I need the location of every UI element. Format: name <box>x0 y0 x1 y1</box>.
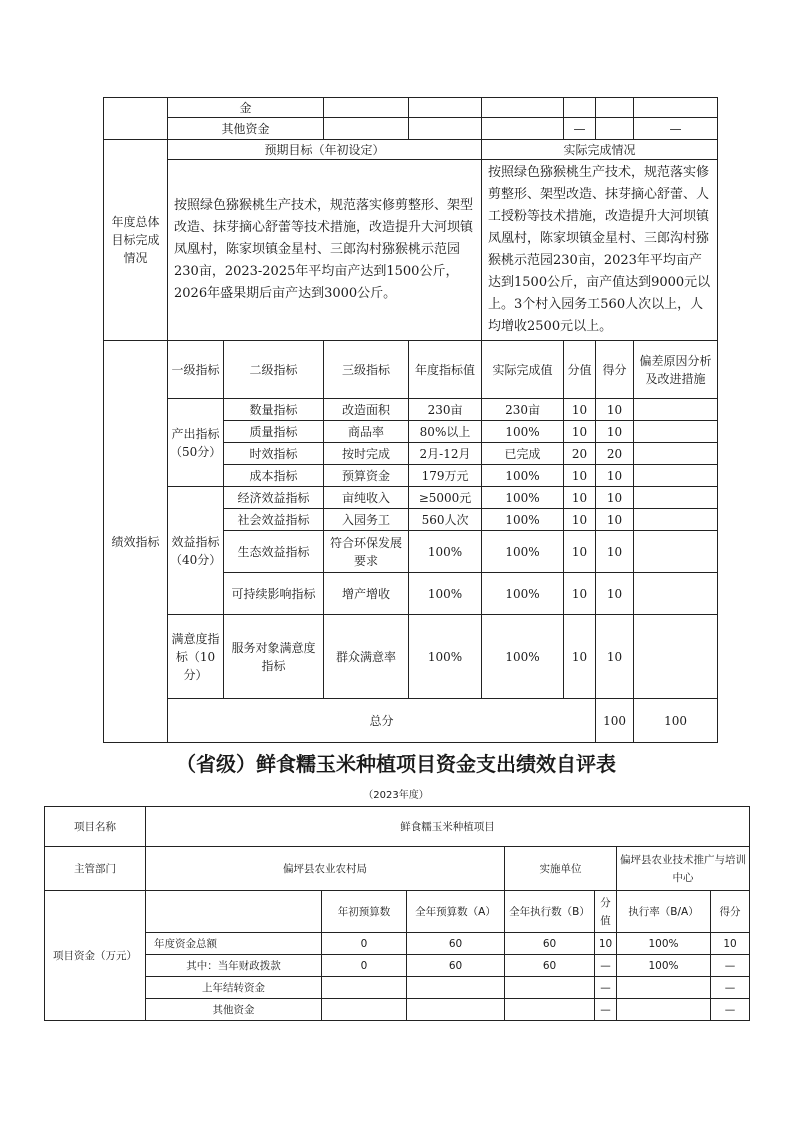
score: 10 <box>564 531 596 573</box>
cell <box>324 118 409 140</box>
l2: 生态效益指标 <box>224 531 324 573</box>
l3: 商品率 <box>324 421 409 443</box>
l3: 改造面积 <box>324 399 409 421</box>
perf-row <box>104 615 718 699</box>
score: — <box>595 977 617 999</box>
perf-header: 偏差原因分析及改进措施 <box>634 341 718 399</box>
score: 10 <box>564 487 596 509</box>
funds-header-blank <box>146 891 322 933</box>
l2: 社会效益指标 <box>224 509 324 531</box>
target: 80%以上 <box>409 421 482 443</box>
score: 10 <box>564 573 596 615</box>
perf-row <box>104 399 718 421</box>
funds-header: 执行率（B/A） <box>617 891 711 933</box>
cell <box>482 98 564 118</box>
got: 10 <box>596 615 634 699</box>
perf-group-label: 效益指标（40分） <box>168 487 224 615</box>
perf-header: 得分 <box>596 341 634 399</box>
section-year: （2023年度） <box>363 790 429 801</box>
rate: 100% <box>617 955 711 977</box>
init <box>322 999 407 1021</box>
target: 100% <box>409 573 482 615</box>
funds-row-label: 其他资金 <box>146 999 322 1021</box>
note <box>634 531 718 573</box>
l2: 可持续影响指标 <box>224 573 324 615</box>
total-row <box>104 699 718 743</box>
got: 10 <box>596 531 634 573</box>
l3: 按时完成 <box>324 443 409 465</box>
dept-row <box>45 847 750 891</box>
funds-row <box>45 933 750 955</box>
funds-row-label: 年度资金总额 <box>146 933 322 955</box>
score: — <box>595 955 617 977</box>
perf-header: 实际完成值 <box>482 341 564 399</box>
got: — <box>711 955 750 977</box>
note <box>634 487 718 509</box>
got: 10 <box>596 509 634 531</box>
perf-header: 二级指标 <box>224 341 324 399</box>
project-name-row <box>45 807 750 847</box>
l3: 增产增收 <box>324 573 409 615</box>
note <box>634 399 718 421</box>
note <box>634 509 718 531</box>
target: 179万元 <box>409 465 482 487</box>
total-score: 100 <box>596 699 634 743</box>
impl-value: 偏坪县农业技术推广与培训中心 <box>617 847 750 891</box>
target: 100% <box>409 615 482 699</box>
dept-value: 偏坪县农业农村局 <box>146 847 505 891</box>
got: 10 <box>711 933 750 955</box>
dept-label: 主管部门 <box>45 847 146 891</box>
funds-header: 年初预算数 <box>322 891 407 933</box>
exec <box>505 999 595 1021</box>
funds-header: 全年预算数（A） <box>407 891 505 933</box>
total-label: 总分 <box>168 699 596 743</box>
perf-header: 分值 <box>564 341 596 399</box>
actual: 100% <box>482 509 564 531</box>
l3: 入园务工 <box>324 509 409 531</box>
rate: 100% <box>617 933 711 955</box>
cell <box>634 98 718 118</box>
budget: 60 <box>407 933 505 955</box>
funds-row <box>45 955 750 977</box>
exec: 60 <box>505 933 595 955</box>
actual: 100% <box>482 615 564 699</box>
target: ≥5000元 <box>409 487 482 509</box>
score: 10 <box>564 509 596 531</box>
actual-result-text: 按照绿色猕猴桃生产技术，规范落实修剪整形、架型改造、抹芽摘心舒蕾、人工授粉等技术措施，改造提升大河坝镇凤凰村，陈家坝镇金星村、三郎沟村猕猴桃示范园230亩，2023年平均亩产达到1500公斤，亩产值达到9000元以上。3个村入园务工560人次以上，人均增收2500元以上。 <box>482 160 718 341</box>
score: 10 <box>564 465 596 487</box>
actual: 100% <box>482 465 564 487</box>
budget: 60 <box>407 955 505 977</box>
got: 20 <box>596 443 634 465</box>
goal-text-row <box>104 160 718 341</box>
l3: 亩纯收入 <box>324 487 409 509</box>
score: 10 <box>564 399 596 421</box>
funds-label: 项目资金（万元） <box>45 891 146 1021</box>
performance-table-continued <box>103 97 718 743</box>
funds-row <box>45 999 750 1021</box>
cell <box>596 98 634 118</box>
init: 0 <box>322 933 407 955</box>
note <box>634 443 718 465</box>
note <box>634 573 718 615</box>
got: 10 <box>596 399 634 421</box>
target: 560人次 <box>409 509 482 531</box>
section-title: （省级）鲜食糯玉米种植项目资金支出绩效自评表 <box>176 752 616 776</box>
cell <box>482 118 564 140</box>
actual: 230亩 <box>482 399 564 421</box>
score: — <box>595 999 617 1021</box>
funds-row-label: 其中：当年财政拨款 <box>146 955 322 977</box>
actual: 100% <box>482 487 564 509</box>
funds-header: 得分 <box>711 891 750 933</box>
perf-section-label: 绩效指标 <box>104 341 168 743</box>
got: 10 <box>596 421 634 443</box>
target: 230亩 <box>409 399 482 421</box>
budget <box>407 977 505 999</box>
rate <box>617 977 711 999</box>
planned-goal-header: 预期目标（年初设定） <box>168 140 482 160</box>
got: — <box>711 999 750 1021</box>
exec <box>505 977 595 999</box>
l2: 成本指标 <box>224 465 324 487</box>
fund-row <box>104 98 718 118</box>
l3: 预算资金 <box>324 465 409 487</box>
rate <box>617 999 711 1021</box>
score: 10 <box>564 421 596 443</box>
perf-header: 年度指标值 <box>409 341 482 399</box>
funds-row-label: 上年结转资金 <box>146 977 322 999</box>
actual: 100% <box>482 421 564 443</box>
l2: 数量指标 <box>224 399 324 421</box>
note <box>634 465 718 487</box>
impl-label: 实施单位 <box>505 847 617 891</box>
cell: — <box>564 118 596 140</box>
funds-header: 全年执行数（B） <box>505 891 595 933</box>
l2: 经济效益指标 <box>224 487 324 509</box>
funds-header-row <box>45 891 750 933</box>
l3: 群众满意率 <box>324 615 409 699</box>
funds-row <box>45 977 750 999</box>
planned-goal-text: 按照绿色猕猴桃生产技术，规范落实修剪整形、架型改造、抹芽摘心舒蕾等技术措施，改造提升大河坝镇凤凰村，陈家坝镇金星村、三郎沟村猕猴桃示范园230亩，2023-2025年平均亩产达到1500公斤，2026年盛果期后亩产达到3000公斤。 <box>168 160 482 341</box>
perf-header: 一级指标 <box>168 341 224 399</box>
score: 20 <box>564 443 596 465</box>
cell <box>324 98 409 118</box>
perf-header-row <box>104 341 718 399</box>
fund-row <box>104 118 718 140</box>
exec: 60 <box>505 955 595 977</box>
actual: 100% <box>482 573 564 615</box>
note <box>634 421 718 443</box>
funds-header: 分值 <box>595 891 617 933</box>
perf-group-label: 满意度指标（10分） <box>168 615 224 699</box>
init: 0 <box>322 955 407 977</box>
got: — <box>711 977 750 999</box>
goal-section-label: 年度总体目标完成情况 <box>104 140 168 341</box>
l2: 服务对象满意度指标 <box>224 615 324 699</box>
cell <box>409 118 482 140</box>
goal-header-row <box>104 140 718 160</box>
cell <box>596 118 634 140</box>
cell <box>564 98 596 118</box>
perf-header: 三级指标 <box>324 341 409 399</box>
actual: 100% <box>482 531 564 573</box>
cell <box>409 98 482 118</box>
actual-result-header: 实际完成情况 <box>482 140 718 160</box>
score: 10 <box>564 615 596 699</box>
cell: — <box>634 118 718 140</box>
total-got: 100 <box>634 699 718 743</box>
got: 10 <box>596 487 634 509</box>
score: 10 <box>595 933 617 955</box>
l2: 质量指标 <box>224 421 324 443</box>
l2: 时效指标 <box>224 443 324 465</box>
fund-row-label: 其他资金 <box>168 118 324 140</box>
init <box>322 977 407 999</box>
fund-row-label: 金 <box>168 98 324 118</box>
perf-group-label: 产出指标（50分） <box>168 399 224 487</box>
target: 100% <box>409 531 482 573</box>
l3: 符合环保发展要求 <box>324 531 409 573</box>
actual: 已完成 <box>482 443 564 465</box>
project-name-label: 项目名称 <box>45 807 146 847</box>
funds-spacer-cell <box>104 98 168 140</box>
perf-row <box>104 487 718 509</box>
target: 2月-12月 <box>409 443 482 465</box>
project-name: 鲜食糯玉米种植项目 <box>146 807 750 847</box>
got: 10 <box>596 573 634 615</box>
got: 10 <box>596 465 634 487</box>
fund-expenditure-table <box>44 806 750 1021</box>
note <box>634 615 718 699</box>
budget <box>407 999 505 1021</box>
